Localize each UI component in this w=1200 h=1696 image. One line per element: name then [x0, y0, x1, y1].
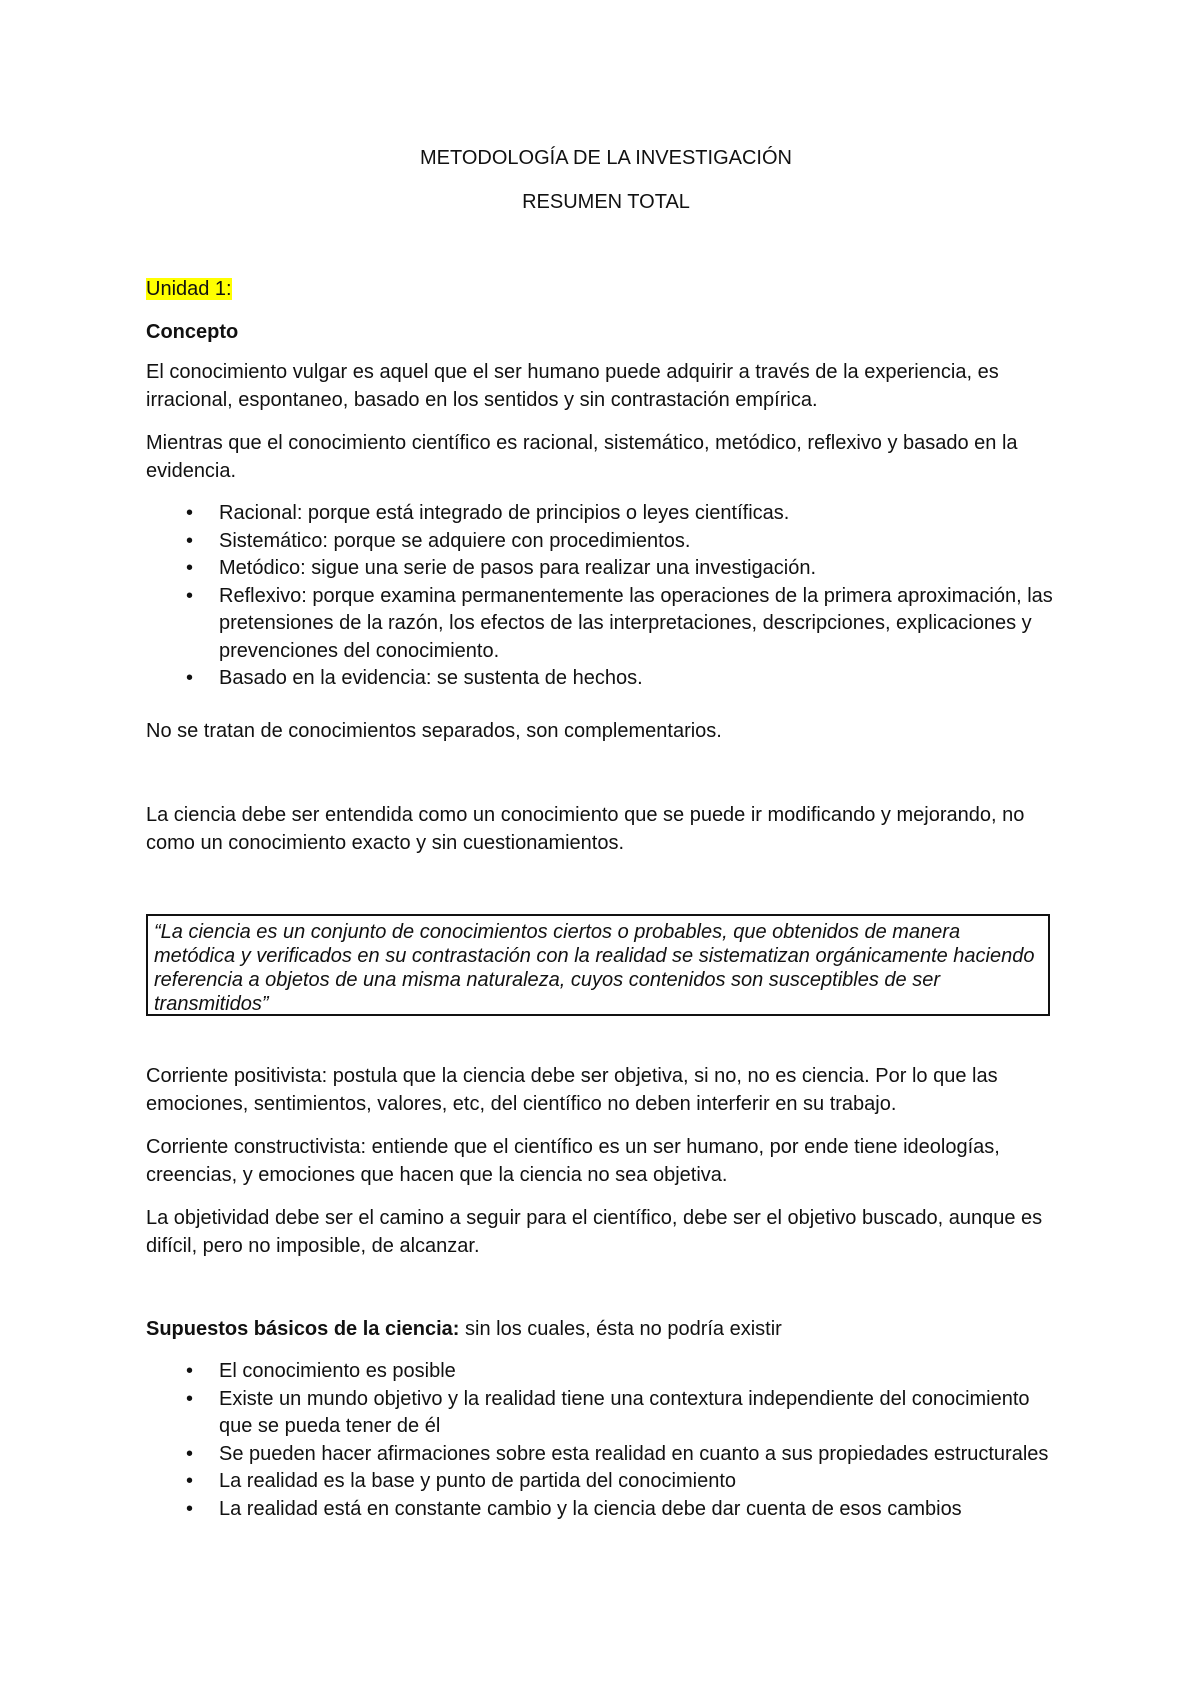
supuestos-heading: Supuestos básicos de la ciencia: [146, 1318, 460, 1340]
list-item: • Reflexivo: porque examina permanentemente las operaciones de la primera aproximación, las pretensiones de la razón, los efectos de las interpretaciones, descripciones, explicaciones y prevenciones del conocimiento. [146, 583, 1066, 666]
list-item: • Sistemático: porque se adquiere con procedimientos. [146, 528, 1066, 556]
list-item: • Basado en la evidencia: se sustenta de hechos. [146, 665, 1066, 693]
paragraph-vulgar: El conocimiento vulgar es aquel que el ser humano puede adquirir a través de la experiencia, es irracional, espontaneo, basado en los sentidos y sin contrastación empírica. [146, 361, 999, 411]
supuestos-list-wrap [146, 1358, 1066, 1523]
supuestos-intro-line [146, 1315, 1066, 1343]
paragraph-cientifico: Mientras que el conocimiento científico es racional, sistemático, metódico, reflexivo y basado en la evidencia. [146, 432, 1018, 482]
paragraph-constructivista: Corriente constructivista: entiende que el científico es un ser humano, por ende tiene ideologías, creencias, y emociones que hacen que la ciencia no sea objetiva. [146, 1136, 1000, 1186]
list-item: • Metódico: sigue una serie de pasos para realizar una investigación. [146, 555, 1066, 583]
unit-label: Unidad 1: [146, 278, 232, 300]
list-item: • Se pueden hacer afirmaciones sobre esta realidad en cuanto a sus propiedades estructurales [146, 1441, 1066, 1469]
list-item: • La realidad está en constante cambio y la ciencia debe dar cuenta de esos cambios [146, 1496, 1066, 1524]
list-item: • Racional: porque está integrado de principios o leyes científicas. [146, 500, 1066, 528]
list-item: • El conocimiento es posible [146, 1358, 1066, 1386]
paragraph-complementarios: No se tratan de conocimientos separados, son complementarios. [146, 720, 722, 742]
supuestos-list [146, 1358, 1066, 1523]
list-item: • La realidad es la base y punto de partida del conocimiento [146, 1468, 1066, 1496]
concept-heading: Concepto [146, 321, 239, 343]
quote-box [146, 914, 1050, 1016]
document-title: METODOLOGÍA DE LA INVESTIGACIÓN [420, 147, 792, 169]
paragraph-objetividad: La objetividad debe ser el camino a seguir para el científico, debe ser el objetivo buscado, aunque es difícil, pero no imposible, de alcanzar. [146, 1207, 1043, 1257]
characteristics-list-wrap [146, 500, 1066, 693]
document-subtitle: RESUMEN TOTAL [522, 191, 690, 213]
paragraph-positivista: Corriente positivista: postula que la ciencia debe ser objetiva, si no, no es ciencia. Por lo que las emociones, sentimientos, valores, etc, del científico no deben interferir en su trabajo. [146, 1065, 998, 1115]
characteristics-list [146, 500, 1066, 693]
list-item: • Existe un mundo objetivo y la realidad tiene una contextura independiente del conocimiento que se pueda tener de él [146, 1386, 1066, 1441]
unit-heading [146, 275, 1066, 303]
paragraph-ciencia: La ciencia debe ser entendida como un conocimiento que se puede ir modificando y mejorando, no como un conocimiento exacto y sin cuestionamientos. [146, 804, 1025, 854]
quote-text: “La ciencia es un conjunto de conocimientos ciertos o probables, que obtenidos de manera metódica y verificados en su contrastación con la realidad se sistematizan orgánicamente haciendo referencia a objetos de una misma naturaleza, cuyos contenidos son susceptibles de ser transmitidos” [154, 921, 1035, 1015]
supuestos-intro: sin los cuales, ésta no podría existir [459, 1318, 782, 1340]
